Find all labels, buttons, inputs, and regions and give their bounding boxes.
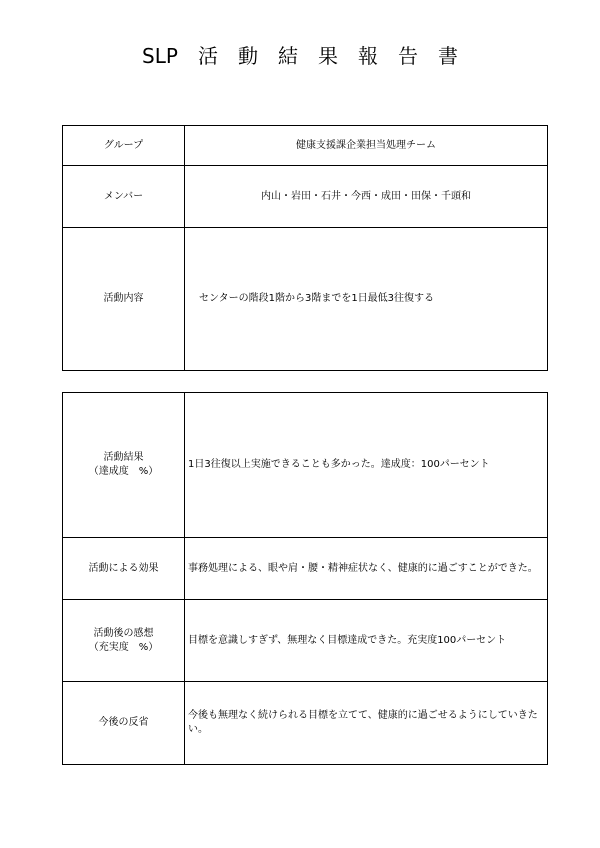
reflection-value: 今後も無理なく続けられる目標を立てて、健康的に過ごせるようにしていきたい。 <box>185 682 548 765</box>
document-title: SLP 活 動 結 果 報 告 書 <box>142 44 458 68</box>
impression-value: 目標を意識しすぎず、無理なく目標達成できた。充実度100パーセント <box>185 600 548 682</box>
members-label: メンバー <box>63 166 185 228</box>
group-value: 健康支援課企業担当処理チーム <box>185 126 548 166</box>
reflection-label: 今後の反省 <box>63 682 185 765</box>
result-label: 活動結果 （達成度 %） <box>63 393 185 538</box>
activity-results-table <box>62 392 548 765</box>
effect-value: 事務処理による、眼や肩・腰・精神症状なく、健康的に過ごすことができた。 <box>185 538 548 600</box>
group-label: グループ <box>63 126 185 166</box>
result-value: 1日3往復以上実施できることも多かった。達成度：100パーセント <box>185 393 548 538</box>
effect-label: 活動による効果 <box>63 538 185 600</box>
members-value: 内山・岩田・石井・今西・成田・田保・千頭和 <box>185 166 548 228</box>
activity-content-label: 活動内容 <box>63 228 185 371</box>
activity-info-table <box>62 125 548 371</box>
activity-content-value: センターの階段1階から3階までを1日最低3往復する <box>185 228 548 371</box>
impression-label: 活動後の感想 （充実度 %） <box>63 600 185 682</box>
